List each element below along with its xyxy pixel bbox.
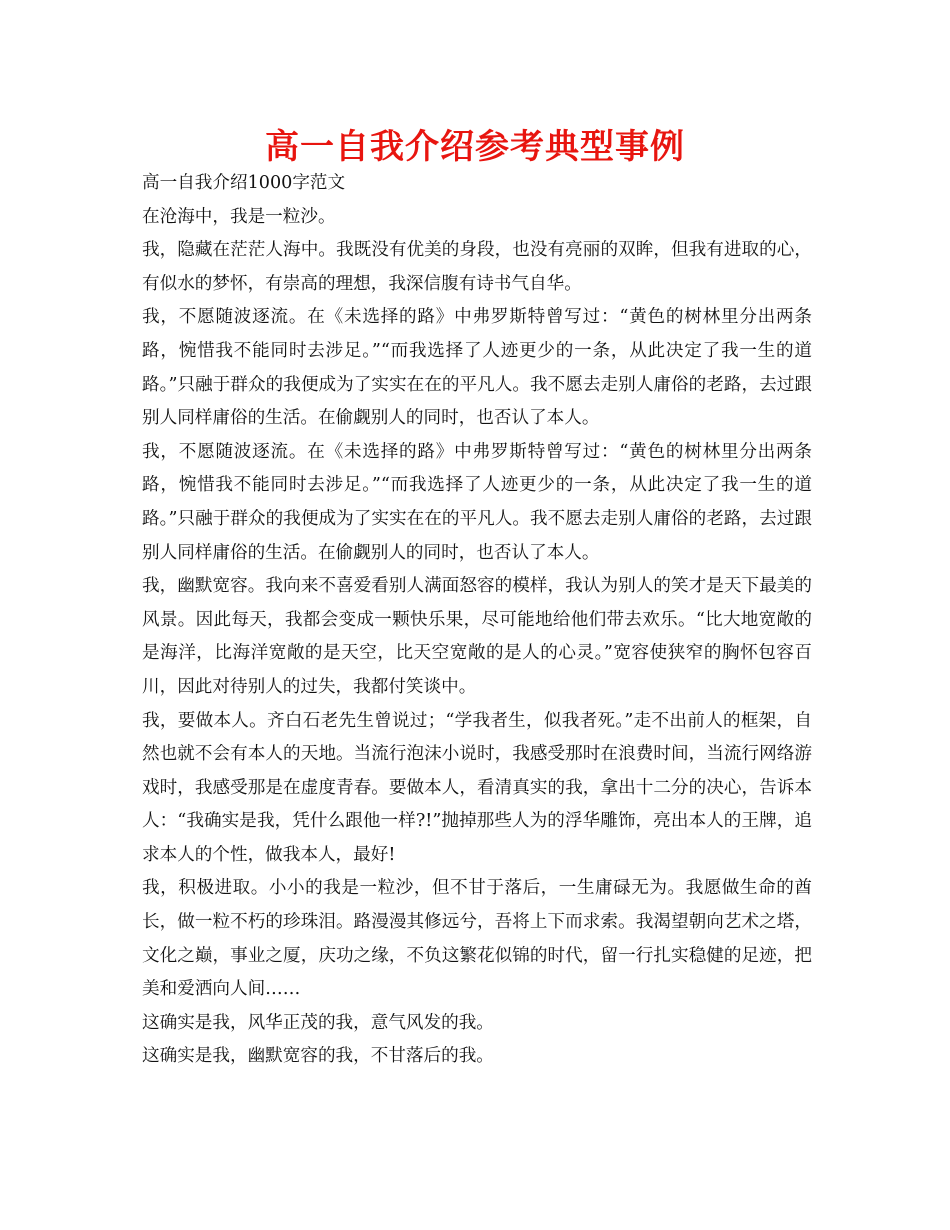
paragraph: 在沧海中，我是一粒沙。 xyxy=(142,206,336,227)
paragraph: 我，不愿随波逐流。在《未选择的路》中弗罗斯特曾写过：“黄色的树林里分出两条路，惋惜我不能同时去涉足。”“而我选择了人迹更少的一条，从此决定了我一生的道路。”只融于群众的我便成为了实实在在的平凡人。我不愿去走别人庸俗的老路，去过跟别人同样庸俗的生活。在偷觑别人的同时，也否认了本人。 xyxy=(142,307,812,429)
paragraph: 我，隐藏在茫茫人海中。我既没有优美的身段，也没有亮丽的双眸，但我有进取的心，有似水的梦怀，有崇高的理想，我深信腹有诗书气自华。 xyxy=(142,240,812,294)
document-body xyxy=(142,167,812,1074)
paragraph: 我，不愿随波逐流。在《未选择的路》中弗罗斯特曾写过：“黄色的树林里分出两条路，惋惜我不能同时去涉足。”“而我选择了人迹更少的一条，从此决定了我一生的道路。”只融于群众的我便成为了实实在在的平凡人。我不愿去走别人庸俗的老路，去过跟别人同样庸俗的生活。在偷觑别人的同时，也否认了本人。 xyxy=(142,441,812,563)
document-subtitle: 高一自我介绍1000字范文 xyxy=(142,173,346,193)
paragraph: 我，要做本人。齐白石老先生曾说过；“学我者生，似我者死。”走不出前人的框架，自然也就不会有本人的天地。当流行泡沫小说时，我感受那时在浪费时间，当流行网络游戏时，我感受那是在虚度青春。要做本人，看清真实的我，拿出十二分的决心，告诉本人：“我确实是我，凭什么跟他一样?!”抛掉那些人为的浮华雕饰，亮出本人的王牌，追求本人的个性，做我本人，最好! xyxy=(142,710,812,865)
document-title: 高一自我介绍参考典型事例 xyxy=(265,127,685,167)
paragraph: 这确实是我，风华正茂的我，意气风发的我。 xyxy=(142,1012,494,1033)
paragraph: 我，幽默宽容。我向来不喜爱看别人满面怒容的模样，我认为别人的笑才是天下最美的风景。因此每天，我都会变成一颗快乐果，尽可能地给他们带去欢乐。“比大地宽敞的是海洋，比海洋宽敞的是天空，比天空宽敞的是人的心灵。”宽容使狭窄的胸怀包容百川，因此对待别人的过失，我都付笑谈中。 xyxy=(142,576,812,697)
paragraph: 这确实是我，幽默宽容的我，不甘落后的我。 xyxy=(142,1046,494,1067)
paragraph: 我，积极进取。小小的我是一粒沙，但不甘于落后，一生庸碌无为。我愿做生命的酋长，做一粒不朽的珍珠泪。路漫漫其修远兮，吾将上下而求索。我渴望朝向艺术之塔，文化之巅，事业之厦，庆功之缘，不负这繁花似锦的时代，留一行扎实稳健的足迹，把美和爱洒向人间…… xyxy=(142,878,812,1000)
